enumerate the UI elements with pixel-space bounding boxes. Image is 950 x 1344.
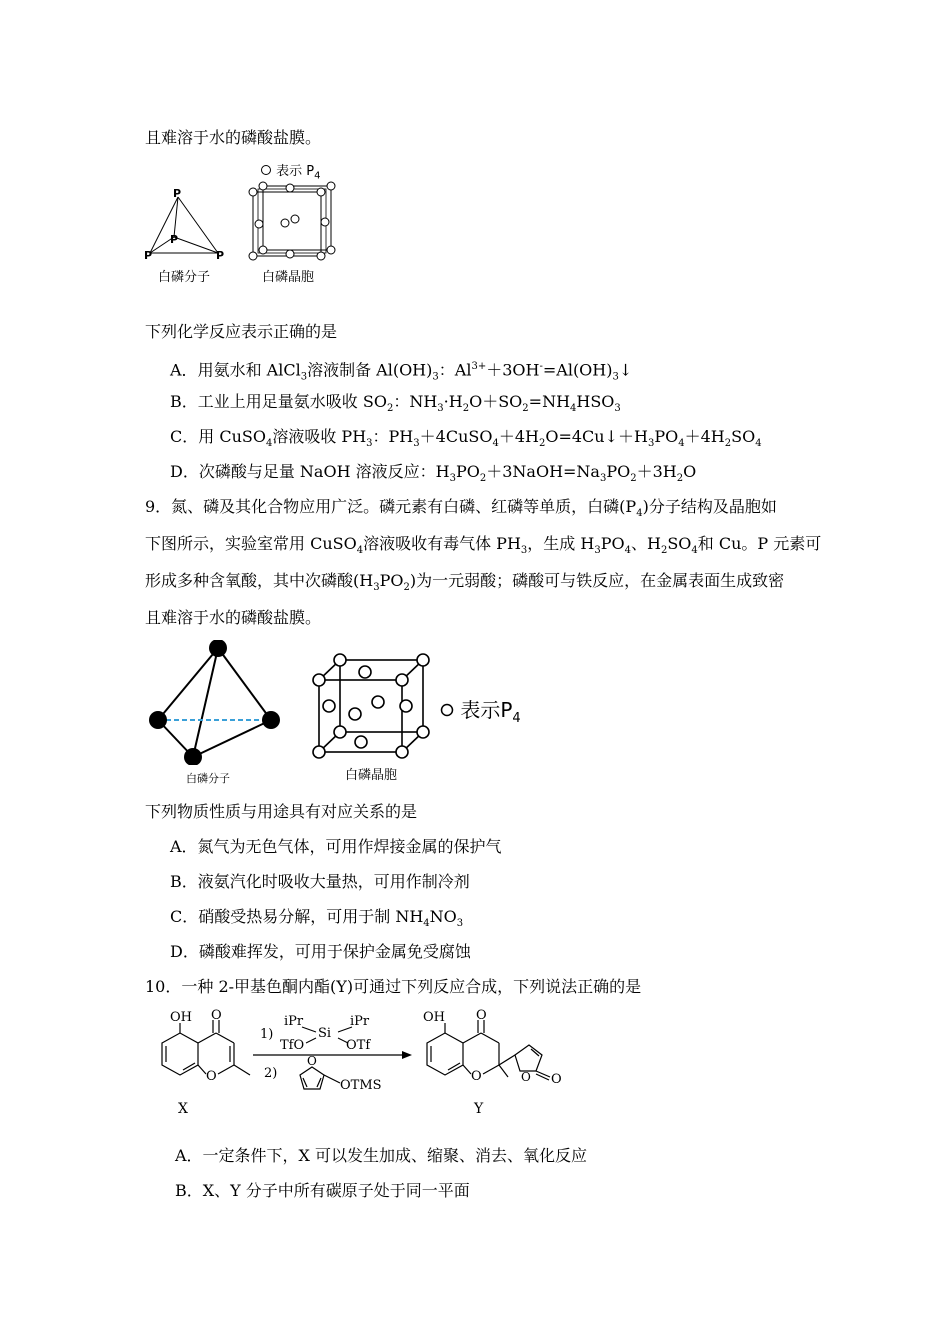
o-label: O: [551, 1072, 562, 1087]
oh-label: OH: [170, 1010, 192, 1025]
reaction-scheme: [140, 1005, 600, 1120]
white-phosphorus-cell-figure-small: [245, 178, 340, 263]
legend-p4: 表示$P_4$: [440, 694, 521, 726]
option-a: A．一定条件下，X 可以发生加成、缩聚、消去、氧化反应: [175, 1146, 588, 1165]
text-line: 且难溶于水的磷酸盐膜。: [145, 128, 322, 147]
option-c: C．用 CuSO$_4$溶液吸收 $PH_3$：$PH_3+4CuSO_4+4H_2O=4Cu↓+H_3PO_4+4H_2SO_4$: [170, 427, 762, 450]
otf-label: OTf: [346, 1038, 371, 1053]
reaction-arrow-head: [402, 1051, 412, 1059]
o-label: O: [476, 1008, 487, 1023]
o-label: O: [307, 1054, 317, 1068]
option-b: B．X、Y 分子中所有碳原子处于同一平面: [175, 1181, 470, 1200]
molecule-y: [427, 1020, 550, 1080]
question-stem: 下列物质性质与用途具有对应关系的是: [145, 802, 418, 821]
question-9-line-3: 形成多种含氧酸，其中次磷酸$(H_3PO_2)$为一元弱酸；磷酸可与铁反应，在金属表面生成致密: [145, 571, 785, 594]
question-10-stem: 10．一种 2-甲基色酮内酯(Y)可通过下列反应合成，下列说法正确的是: [145, 977, 642, 996]
tfo-label: TfO: [280, 1038, 305, 1053]
p-atom-label: P: [170, 233, 179, 246]
step-1-label: 1): [260, 1027, 274, 1042]
p-atom-label: P: [173, 187, 182, 200]
option-a: A．氮气为无色气体，可用作焊接金属的保护气: [170, 837, 502, 856]
oh-label: OH: [423, 1010, 445, 1025]
white-phosphorus-cell-figure: [305, 648, 430, 763]
legend-p4: 表示 $P_4$: [260, 160, 321, 182]
white-phosphorus-molecule-figure: [145, 640, 290, 765]
otms-label: OTMS: [340, 1078, 382, 1093]
option-b: B．工业上用足量氨水吸收 $SO_2$：$NH_3\cdot H_2O+SO_2=NH_4HSO_3$: [170, 392, 621, 415]
si-label: Si: [318, 1026, 332, 1041]
o-label: O: [206, 1069, 217, 1084]
open-circle-icon: [440, 703, 454, 717]
option-a: A．用氨水和 AlCl$_3$溶液制备 $Al(OH)_3$：$Al^{3+}+3OH^-=Al(OH)_3↓$: [170, 360, 633, 383]
question-9-line-4: 且难溶于水的磷酸盐膜。: [145, 608, 322, 627]
option-c: C．硝酸受热易分解，可用于制 $NH_4NO_3$: [170, 907, 464, 930]
p-atom-label: P: [216, 249, 225, 262]
p-atom-label: P: [144, 249, 153, 262]
ipr-label: iPr: [350, 1014, 370, 1029]
white-phosphorus-molecule-figure-small: [140, 185, 240, 265]
option-d: D．次磷酸与足量 NaOH 溶液反应：$H_3PO_2+3NaOH=Na_3PO_2+3H_2O$: [170, 462, 697, 485]
o-label: O: [521, 1070, 531, 1084]
question-9-line-2: 下图所示，实验室常用 CuSO$_4$溶液吸收有毒气体 $PH_3$，生成 $H_3PO_4$、$H_2SO_4$和 Cu。P 元素可: [145, 534, 822, 557]
question-9-line-1: 9．氮、磷及其化合物应用广泛。磷元素有白磷、红磷等单质，白磷$(P_4)$分子结构及晶胞如: [145, 497, 777, 520]
caption-molecule: 白磷分子: [186, 772, 230, 785]
o-label: O: [471, 1069, 482, 1084]
molecule-x: [162, 1020, 250, 1075]
open-circle-icon: [260, 164, 272, 176]
o-label: O: [211, 1008, 222, 1023]
y-label: Y: [474, 1101, 484, 1117]
caption-cell: 白磷晶胞: [345, 768, 398, 783]
option-d: D．磷酸难挥发，可用于保护金属免受腐蚀: [170, 942, 471, 961]
caption-cell: 白磷晶胞: [262, 270, 315, 285]
ipr-label: iPr: [284, 1014, 304, 1029]
step-2-label: 2): [264, 1066, 278, 1081]
option-b: B．液氨汽化时吸收大量热，可用作制冷剂: [170, 872, 470, 891]
question-stem: 下列化学反应表示正确的是: [145, 322, 338, 341]
furan-ring: [300, 1067, 340, 1089]
x-label: X: [178, 1101, 188, 1117]
caption-molecule: 白磷分子: [158, 270, 211, 285]
